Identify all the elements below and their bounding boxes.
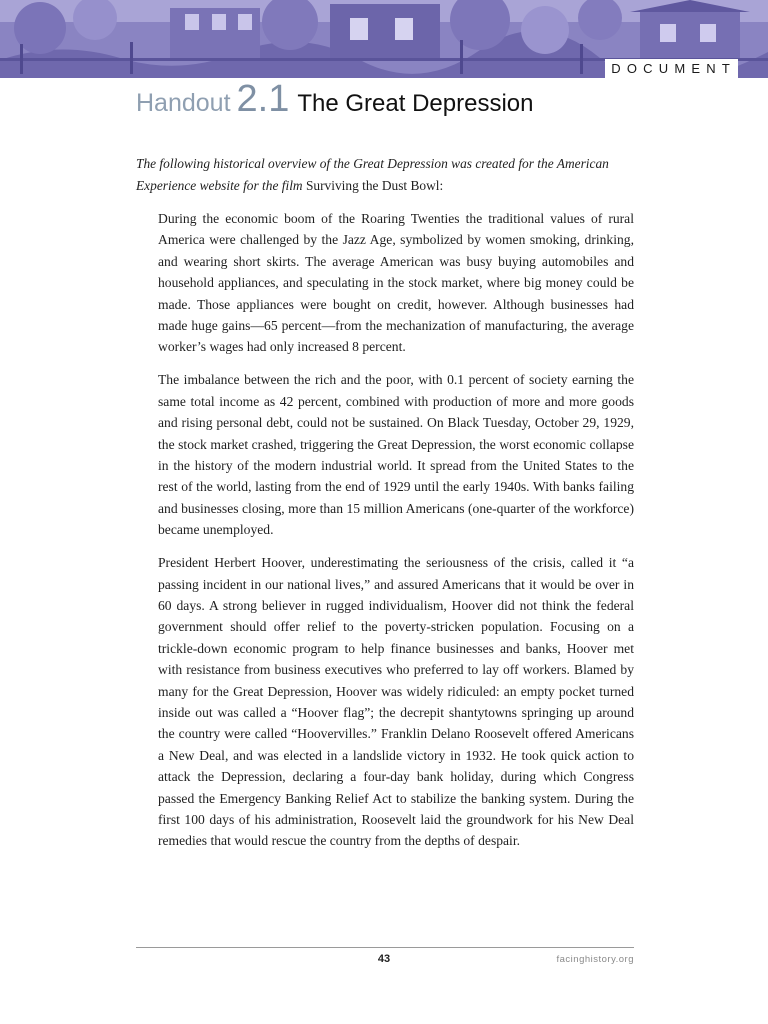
paragraph-hoover-roosevelt: President Herbert Hoover, underestimating the seriousness of the crisis, called it “a passing incident in our national lives,” and assured Americans that it would be over in 60 days. A strong believer in rugged individualism, Hoover did not think the federal government should offer relief to the poverty-stricken population. Focusing on a trickle-down economic program to help finance businesses and banks, Hoover met with resistance from business executives who preferred to lay off workers. Blamed by many for the Great Depression, Hoover was widely ridiculed: an empty pocket turned inside out was called a “Hoover flag”; the decrepit shantytowns springing up around the country were called “Hoovervilles.” Franklin Delano Roosevelt offered Americans a New Deal, and was elected in a landslide victory in 1932. He took quick action to attack the Depression, declaring a four-day bank holiday, during which Congress passed the Emergency Banking Relief Act to stabilize the banking system. During the first 100 days of his administration, Roosevelt laid the groundwork for his New Deal remedies that would rescue the country from the depths of despair. [158, 555, 634, 849]
footer-divider [136, 947, 634, 948]
intro-text [136, 153, 634, 196]
paragraph-boom: During the economic boom of the Roaring Twenties the traditional values of rural America were challenged by the Jazz Age, symbolized by women smoking, drinking, and wearing short skirts. The average American was busy buying automobiles and household appliances, and speculating in the stock market, where big money could be made. Those appliances were bought on credit, however. Although businesses had made huge gains—65 percent—from the mechanization of manufacturing, the average worker’s wages had only increased 8 percent. [158, 211, 634, 355]
intro-italic: The following historical overview of the Great Depression was created for the American Experience website for the film [136, 156, 609, 193]
handout-label: Handout [136, 89, 231, 117]
page-number: 43 [377, 953, 391, 965]
article-body [158, 208, 634, 863]
paragraph-crash: The imbalance between the rich and the poor, with 0.1 percent of society earning the same total income as 42 percent, combined with production of more and more goods and rising personal debt, could not be sustained. On Black Tuesday, October 29, 1929, the stock market crashed, triggering the Great Depression, the worst economic collapse in the history of the modern industrial world. It spread from the United States to the rest of the world, lasting from the end of 1929 until the early 1940s. With banks failing and businesses closing, more than 15 million Americans (one-quarter of the workforce) became unemployed. [158, 372, 634, 538]
page-title: The Great Depression [297, 90, 534, 117]
footer-site-link[interactable]: facinghistory.org [556, 954, 634, 965]
handout-heading [136, 80, 533, 118]
film-title: Surviving the Dust Bowl: [305, 177, 444, 193]
handout-number: 2.1 [236, 78, 290, 120]
document-tag: DOCUMENT [605, 59, 738, 78]
